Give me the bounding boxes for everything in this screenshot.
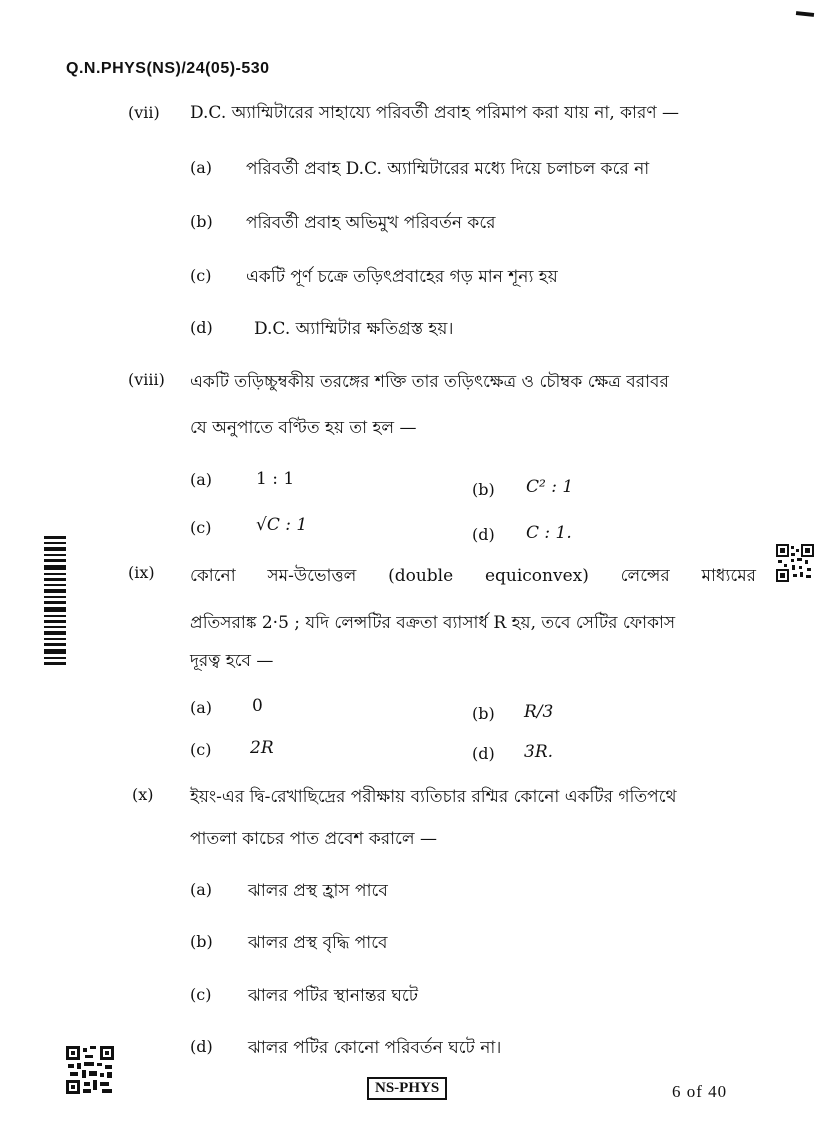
option-text: C : 1. — [526, 523, 572, 543]
option-label: (d) — [472, 525, 495, 544]
question-number-ix: (ix) — [128, 563, 155, 582]
question-text-ix-line3: দূরত্ব হবে — — [190, 651, 274, 671]
question-text-ix-line1: কোনো সম-উভোত্তল (double equiconvex) লেন্সের মাধ্যমের — [190, 566, 756, 586]
option-text: একটি পূর্ণ চক্রে তড়িৎপ্রবাহের গড় মান শূন্য হয় — [246, 267, 558, 287]
option-text: D.C. অ্যাম্মিটার ক্ষতিগ্রস্ত হয়। — [254, 319, 454, 339]
question-paper-code: Q.N.PHYS(NS)/24(05)-530 — [66, 60, 270, 77]
option-label: (b) — [472, 480, 495, 499]
option-text: 1 : 1 — [256, 469, 295, 489]
question-text-x-line1: ইয়ং-এর দ্বি-রেখাছিদ্রের পরীক্ষায় ব্যতিচার রশ্মির কোনো একটির গতিপথে — [190, 787, 677, 807]
question-text-ix-line2: প্রতিসরাঙ্ক 2·5 ; যদি লেন্সটির বক্রতা ব্যাসার্ধ R হয়, তবে সেটির ফোকাস — [190, 613, 676, 633]
corner-mark — [796, 11, 814, 17]
option-text: √C : 1 — [256, 515, 308, 535]
option-label: (a) — [190, 158, 213, 177]
question-text-x-line2: পাতলা কাচের পাত প্রবেশ করালে — — [190, 829, 437, 849]
option-text: ঝালর প্রস্থ হ্রাস পাবে — [248, 881, 388, 901]
qr-code-icon — [776, 544, 814, 582]
footer-subject-code: NS-PHYS — [367, 1077, 447, 1100]
option-text: 0 — [252, 696, 263, 716]
question-text-viii-line1: একটি তড়িচ্চুম্বকীয় তরঙ্গের শক্তি তার তড়িৎক্ষেত্র ও চৌম্বক ক্ষেত্র বরাবর — [190, 372, 669, 392]
option-text: R/3 — [524, 702, 554, 722]
page-number: 6 of 40 — [672, 1082, 728, 1101]
option-text: ঝালর পটির স্থানান্তর ঘটে — [248, 986, 418, 1006]
question-text-viii-line2: যে অনুপাতে বণ্টিত হয় তা হল — — [190, 418, 417, 438]
option-text: ঝালর পটির কোনো পরিবর্তন ঘটে না। — [248, 1038, 502, 1058]
question-number-viii: (viii) — [128, 370, 165, 389]
option-text: 2R — [250, 738, 274, 758]
option-label: (a) — [190, 470, 213, 489]
qr-code-icon — [66, 1046, 114, 1094]
question-number-x: (x) — [132, 785, 154, 804]
option-label: (c) — [190, 985, 212, 1004]
option-label: (b) — [472, 704, 495, 723]
option-label: (c) — [190, 266, 212, 285]
option-label: (a) — [190, 698, 213, 717]
option-label: (c) — [190, 518, 212, 537]
option-label: (b) — [190, 932, 213, 951]
question-number-vii: (vii) — [128, 103, 160, 122]
option-text: 3R. — [524, 742, 554, 762]
option-label: (d) — [190, 1037, 213, 1056]
option-label: (c) — [190, 740, 212, 759]
option-text: পরিবর্তী প্রবাহ D.C. অ্যাম্মিটারের মধ্যে দিয়ে চলাচল করে না — [246, 159, 650, 179]
barcode-icon — [44, 536, 66, 670]
question-text-vii: D.C. অ্যাম্মিটারের সাহায্যে পরিবর্তী প্রবাহ পরিমাপ করা যায় না, কারণ — — [190, 103, 679, 123]
option-label: (d) — [472, 744, 495, 763]
option-text: C² : 1 — [526, 477, 574, 497]
option-label: (a) — [190, 880, 213, 899]
option-label: (d) — [190, 318, 213, 337]
option-text: পরিবর্তী প্রবাহ অভিমুখ পরিবর্তন করে — [246, 213, 496, 233]
option-text: ঝালর প্রস্থ বৃদ্ধি পাবে — [248, 933, 388, 953]
option-label: (b) — [190, 212, 213, 231]
